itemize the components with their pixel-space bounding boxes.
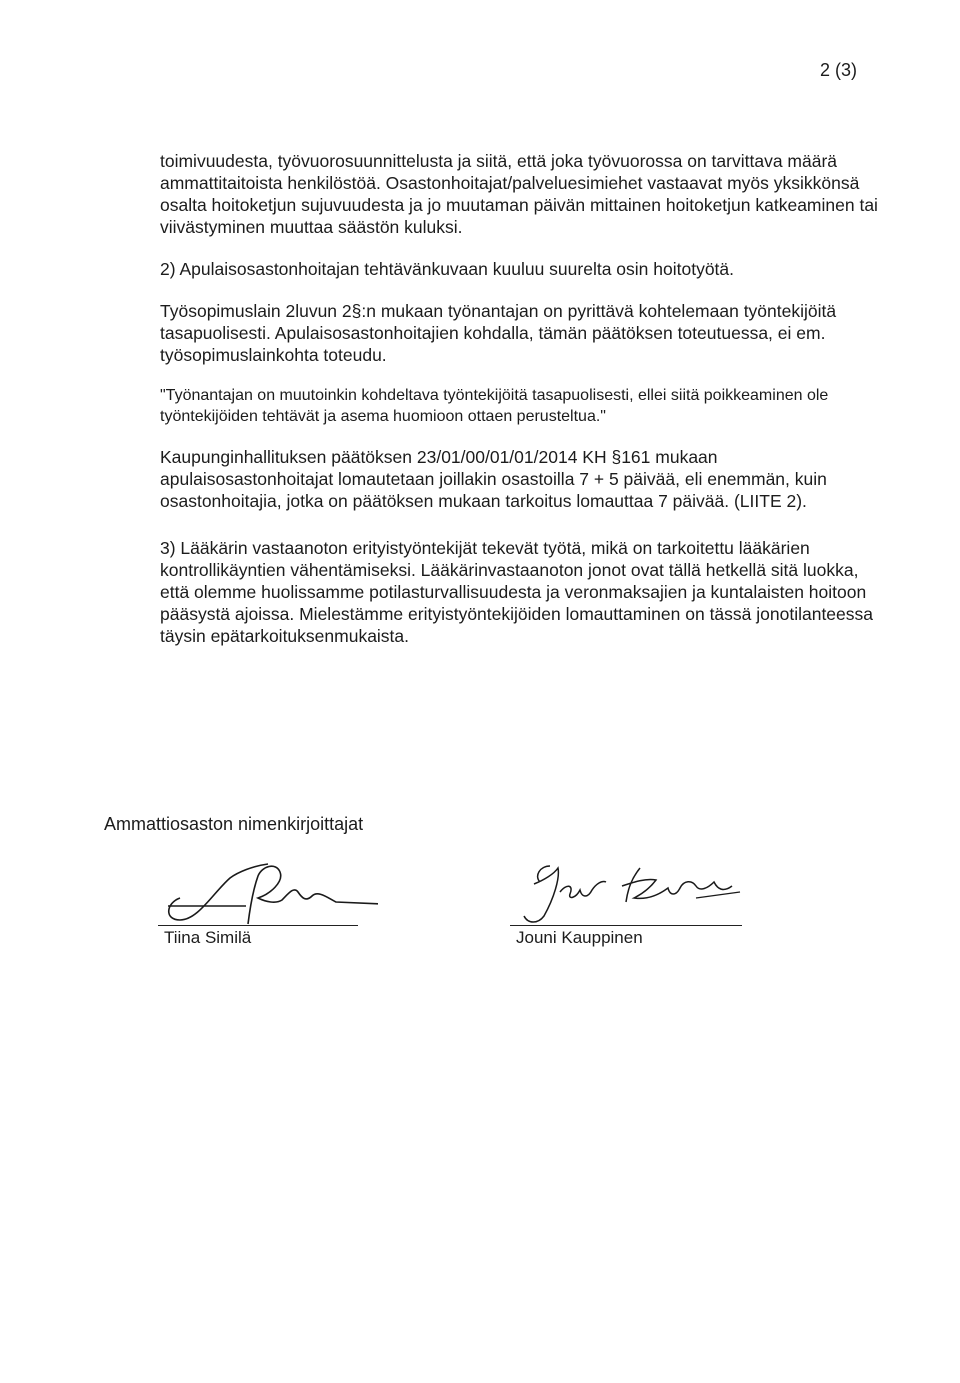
- paragraph-point-2: 2) Apulaisosastonhoitajan tehtävänkuvaan kuuluu suurelta osin hoitotyötä.: [160, 259, 735, 279]
- signature-block-right: [510, 858, 742, 958]
- signer-name-right: Jouni Kauppinen: [516, 928, 643, 947]
- page-number: 2 (3): [820, 60, 858, 80]
- paragraph-employment-law: Työsopimuslain 2luvun 2§:n mukaan työnantajan on pyrittävä kohtelemaan työntekijöitä tasapuolisesti. Apulaisosastonhoitajien kohdalla, tämän päätöksen toteutuessa, ei em. työsopimuslainkohta toteudu.: [160, 301, 837, 365]
- signer-name-left: Tiina Similä: [164, 928, 252, 947]
- paragraph-council-decision: Kaupunginhallituksen päätöksen 23/01/00/01/01/2014 KH §161 mukaan apulaisosastonhoitajat lomautetaan joillakin osastoilla 7 + 5 päivää, eli enemmän, kuin osastonhoitajia, jotka on päätöksen mukaan tarkoitus lomauttaa 7 päivää. (LIITE 2).: [160, 447, 827, 511]
- paragraph-point-3: 3) Lääkärin vastaanoton erityistyöntekijät tekevät työtä, mikä on tarkoitettu lääkärien kontrollikäyntien vähentämiseksi. Lääkärinvastaanoton jonot ovat tällä hetkellä sitä luokka, että olemme huolissamme potilasturvallisuudesta ja veronmaksajien ja kuntalaisten hoitoon pääsystä ajoissa. Mielestämme erityistyöntekijöiden lomauttaminen on tässä jonotilanteessa täysin epätarkoituksenmukaista.: [160, 538, 874, 646]
- letter-body: [160, 150, 880, 647]
- signature-block-left: [158, 858, 358, 958]
- signature-line-right: [510, 925, 742, 926]
- paragraph-quote: "Työnantajan on muutoinkin kohdeltava työntekijöitä tasapuolisesti, ellei siitä poikkeaminen ole työntekijöiden tehtävät ja asema huomioon ottaen perusteltua.": [160, 387, 829, 425]
- signatories-heading: Ammattiosaston nimenkirjoittajat: [104, 814, 364, 834]
- paragraph-intro: toimivuudesta, työvuorosuunnittelusta ja siitä, että joka työvuorossa on tarvittava määrä ammattitaitoista henkilöstöä. Osastonhoitajat/palveluesimiehet vastaavat myös yksikkönsä osalta hoitoketjun sujuvuudesta ja jo muutaman päivän mittainen hoitoketjun katkeaminen tai viivästyminen muuttaa säästön kuluksi.: [160, 151, 878, 237]
- handwritten-signature-left: [158, 858, 378, 928]
- signature-line-left: [158, 925, 358, 926]
- handwritten-signature-right: [510, 858, 742, 928]
